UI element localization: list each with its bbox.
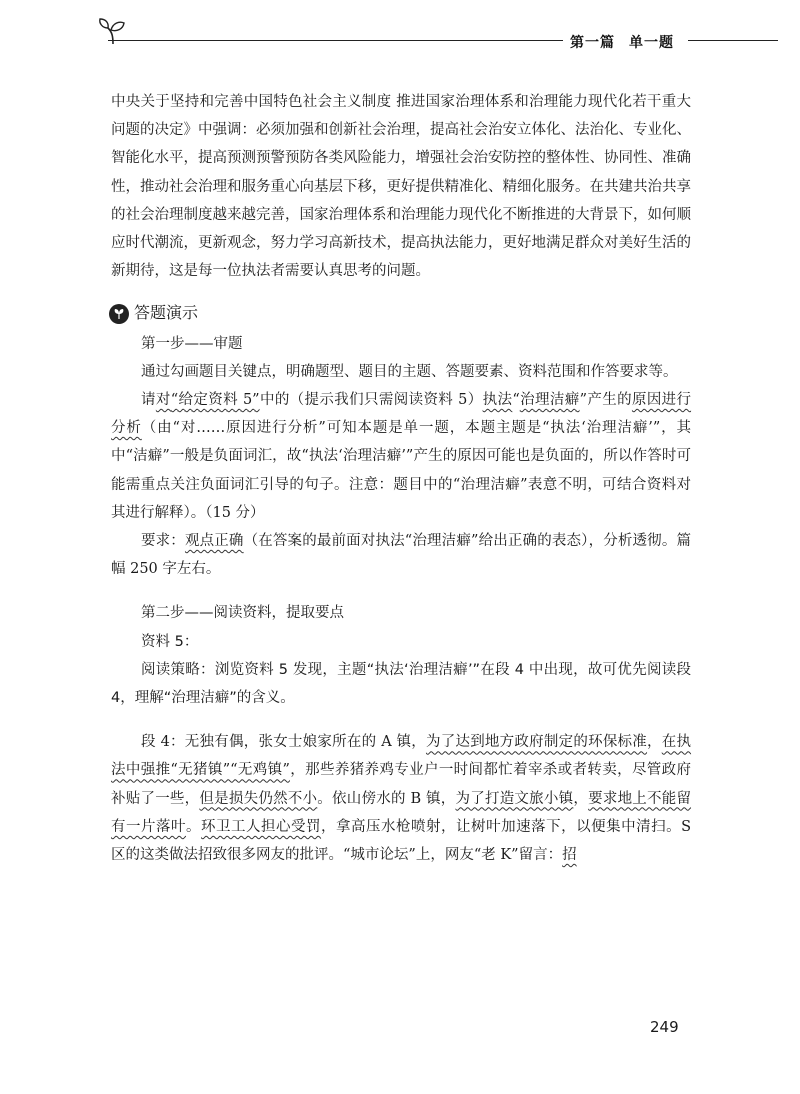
step2-title: 第二步——阅读资料，提取要点 xyxy=(141,605,344,622)
requirement: 要求：观点正确（在答案的最前面对执法“治理洁癖”给出正确的表态），分析透彻。篇幅 250 字左右。 xyxy=(111,533,691,578)
running-header xyxy=(570,32,688,52)
flower-icon xyxy=(109,304,129,324)
reading-strategy: 阅读策略：浏览资料 5 发现，主题“执法‘治理洁癖’”在段 4 中出现，故可优先阅读段 4，理解“治理洁癖”的含义。 xyxy=(111,661,691,707)
material-label: 资料 5： xyxy=(141,633,199,650)
section-title: 答题演示 xyxy=(134,303,199,323)
step1-desc: 通过勾画题目关键点，明确题型、题目的主题、答题要素、资料范围和作答要求等。 xyxy=(141,363,678,380)
page-body xyxy=(111,88,691,869)
sprout-icon xyxy=(96,14,130,48)
page-number: 249 xyxy=(650,1018,679,1036)
header-rule-right xyxy=(688,40,778,41)
step1-title: 第一步——审题 xyxy=(141,335,243,352)
header-part: 第一篇 xyxy=(570,35,615,51)
section-heading xyxy=(109,299,691,327)
header-section: 单一题 xyxy=(629,35,674,51)
intro-paragraph: 中央关于坚持和完善中国特色社会主义制度 推进国家治理体系和治理能力现代化若干重大问题的决定》中强调：必须加强和创新社会治理，提高社会治安立体化、法治化、专业化、智能化水平，提高预测预警预防各类风险能力，增强社会治安防控的整体性、协同性、准确性，推动社会治理和服务重心向基层下移，更好提供精准化、精细化服务。在共建共治共享的社会治理制度越来越完善，国家治理体系和治理能力现代化不断推进的大背景下，如何顺应时代潮流，更新观念，努力学习高新技术，提高执法能力，更好地满足群众对美好生活的新期待，这是每一位执法者需要认真思考的问题。 xyxy=(111,94,691,280)
material-paragraph-4: 段 4：无独有偶，张女士娘家所在的 A 镇，为了达到地方政府制定的环保标准，在执法中强推“无猪镇”“无鸡镇”，那些养猪养鸡专业户一时间都忙着宰杀或者转卖，尽管政府补贴了一些，但是损失仍然不小。依山傍水的 B 镇，为了打造文旅小镇，要求地上不能留有一片落叶。环卫工人担心受罚，拿高压水枪喷射，让树叶加速落下，以便集中清扫。S 区的这类做法招致很多网友的批评。“城市论坛”上，网友“老 K”留言：招 xyxy=(111,734,692,864)
header-rule-left xyxy=(108,40,563,41)
question-analysis: 请对“给定资料 5”中的（提示我们只需阅读资料 5）执法“治理洁癖”产生的原因进行分析（由“对……原因进行分析”可知本题是单一题，本题主题是“执法‘治理洁癖’”，其中“洁癖”一般是负面词汇，故“执法‘治理洁癖’”产生的原因可能也是负面的，所以作答时可能需重点关注负面词汇引导的句子。注意：题目中的“治理洁癖”表意不明，可结合资料对其进行解释）。（15 分） xyxy=(111,392,692,521)
